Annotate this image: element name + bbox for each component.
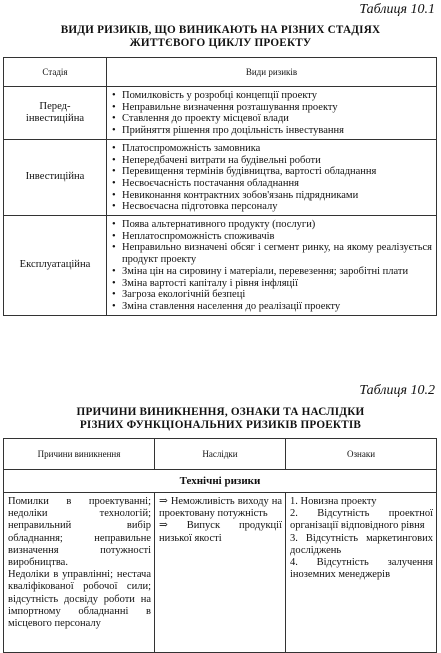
signs-cell [286, 493, 437, 653]
table2-title-line1: ПРИЧИНИ ВИНИКНЕННЯ, ОЗНАКИ ТА НАСЛІДКИ [76, 406, 365, 418]
consequence-item: ⇒ Неможливість виходу на проектовану потужність [159, 496, 282, 520]
sign-item: 1. Новизна проекту [290, 496, 377, 507]
consequences-cell [155, 493, 286, 653]
section-row [4, 470, 437, 493]
section-title: Технічні ризики [4, 470, 437, 493]
header-signs: Ознаки [286, 439, 437, 470]
risks-cell [107, 139, 437, 215]
table-row [4, 87, 437, 140]
header-consequences: Наслідки [155, 439, 286, 470]
list-item: • Несвоєчасна підготовка персоналу [112, 201, 278, 213]
header-stage: Стадія [4, 58, 107, 87]
table-row [4, 216, 437, 316]
list-item: • Непередбачені витрати на будівельні роботи [112, 154, 321, 166]
stage-label: Перед- [39, 100, 71, 112]
stage-cell [4, 139, 107, 215]
table-header-row [4, 439, 437, 470]
list-item: • Неправильне визначення розташування проекту [112, 101, 338, 113]
sign-item: 4. Відсутність залучення іноземних менеджерів [290, 557, 433, 581]
cause-text: Помилки в проектуванні; недоліки технологій; неправильний вибір обладнання; неправильне визначення потужності виробництва. [8, 496, 151, 569]
stage-label: Експлуатаційна [19, 259, 91, 271]
list-item: • Невиконання контрактних зобов'язань підрядниками [112, 189, 359, 201]
sign-item: 2. Відсутність проектної організації відповідного рівня [290, 508, 433, 532]
stage-label: Інвестиційна [25, 171, 85, 183]
list-item: • Перевищення термінів будівництва, вартості обладнання [112, 166, 377, 178]
list-item: • Ставлення до проекту місцевої влади [112, 113, 289, 125]
stage-label: інвестиційна [25, 112, 85, 124]
table-header-row [4, 58, 437, 87]
risks-cell [107, 87, 437, 140]
header-risk-types: Види ризиків [107, 58, 437, 87]
risks-cell [107, 216, 437, 316]
table1-title-line2: ЖИТТЄВОГО ЦИКЛУ ПРОЕКТУ [129, 37, 312, 49]
list-item: • Неправильно визначені обсяг і сегмент ринку, на якому реалізується продукт проекту [112, 242, 432, 266]
list-item: • Несвоєчасність постачання обладнання [112, 177, 299, 189]
list-item: • Зміна ставлення населення до реалізації проекту [112, 300, 341, 312]
list-item: • Загроза екологічній безпеці [112, 289, 246, 301]
list-item: • Прийняття рішення про доцільність інвестування [112, 125, 344, 137]
sign-item: 3. Відсутність маркетингових досліджень [290, 532, 433, 556]
table2-caption: Таблиця 10.2 [359, 383, 435, 398]
stage-cell [4, 216, 107, 316]
functional-risks-table [3, 438, 437, 653]
arrow-right-icon: ⇒ [159, 496, 171, 507]
cause-text: Недоліки в управлінні; нестача кваліфікованої робочої сили; відсутність досвіду роботи на імпортному обладнанні в місцевого персоналу [8, 569, 151, 630]
consequence-item: ⇒ Випуск продукції низької якості [159, 520, 282, 544]
causes-cell [4, 493, 155, 653]
table2-title-line2: РІЗНИХ ФУНКЦІОНАЛЬНИХ РИЗИКІВ ПРОЕКТІВ [79, 419, 362, 431]
list-item: • Поява альтернативного продукту (послуги) [112, 219, 316, 231]
risk-stages-table [3, 57, 437, 316]
list-item: • Неплатоспроможність споживачів [112, 230, 275, 242]
list-item: • Помилковість у розробці концепції проекту [112, 90, 318, 101]
list-item: • Зміна вартості капіталу і рівня інфляції [112, 277, 298, 289]
table1-title-line1: ВИДИ РИЗИКІВ, ЩО ВИНИКАЮТЬ НА РІЗНИХ СТАДІЯХ [60, 24, 381, 36]
header-causes: Причини виникнення [4, 439, 155, 470]
table-row [4, 493, 437, 653]
table1-caption: Таблиця 10.1 [359, 2, 435, 17]
table-row [4, 139, 437, 215]
stage-cell [4, 87, 107, 140]
list-item: • Платоспроможність замовника [112, 142, 261, 154]
arrow-right-icon: ⇒ [159, 520, 187, 532]
list-item: • Зміна цін на сировину і матеріали, перевезення; заробітні плати [112, 265, 409, 277]
